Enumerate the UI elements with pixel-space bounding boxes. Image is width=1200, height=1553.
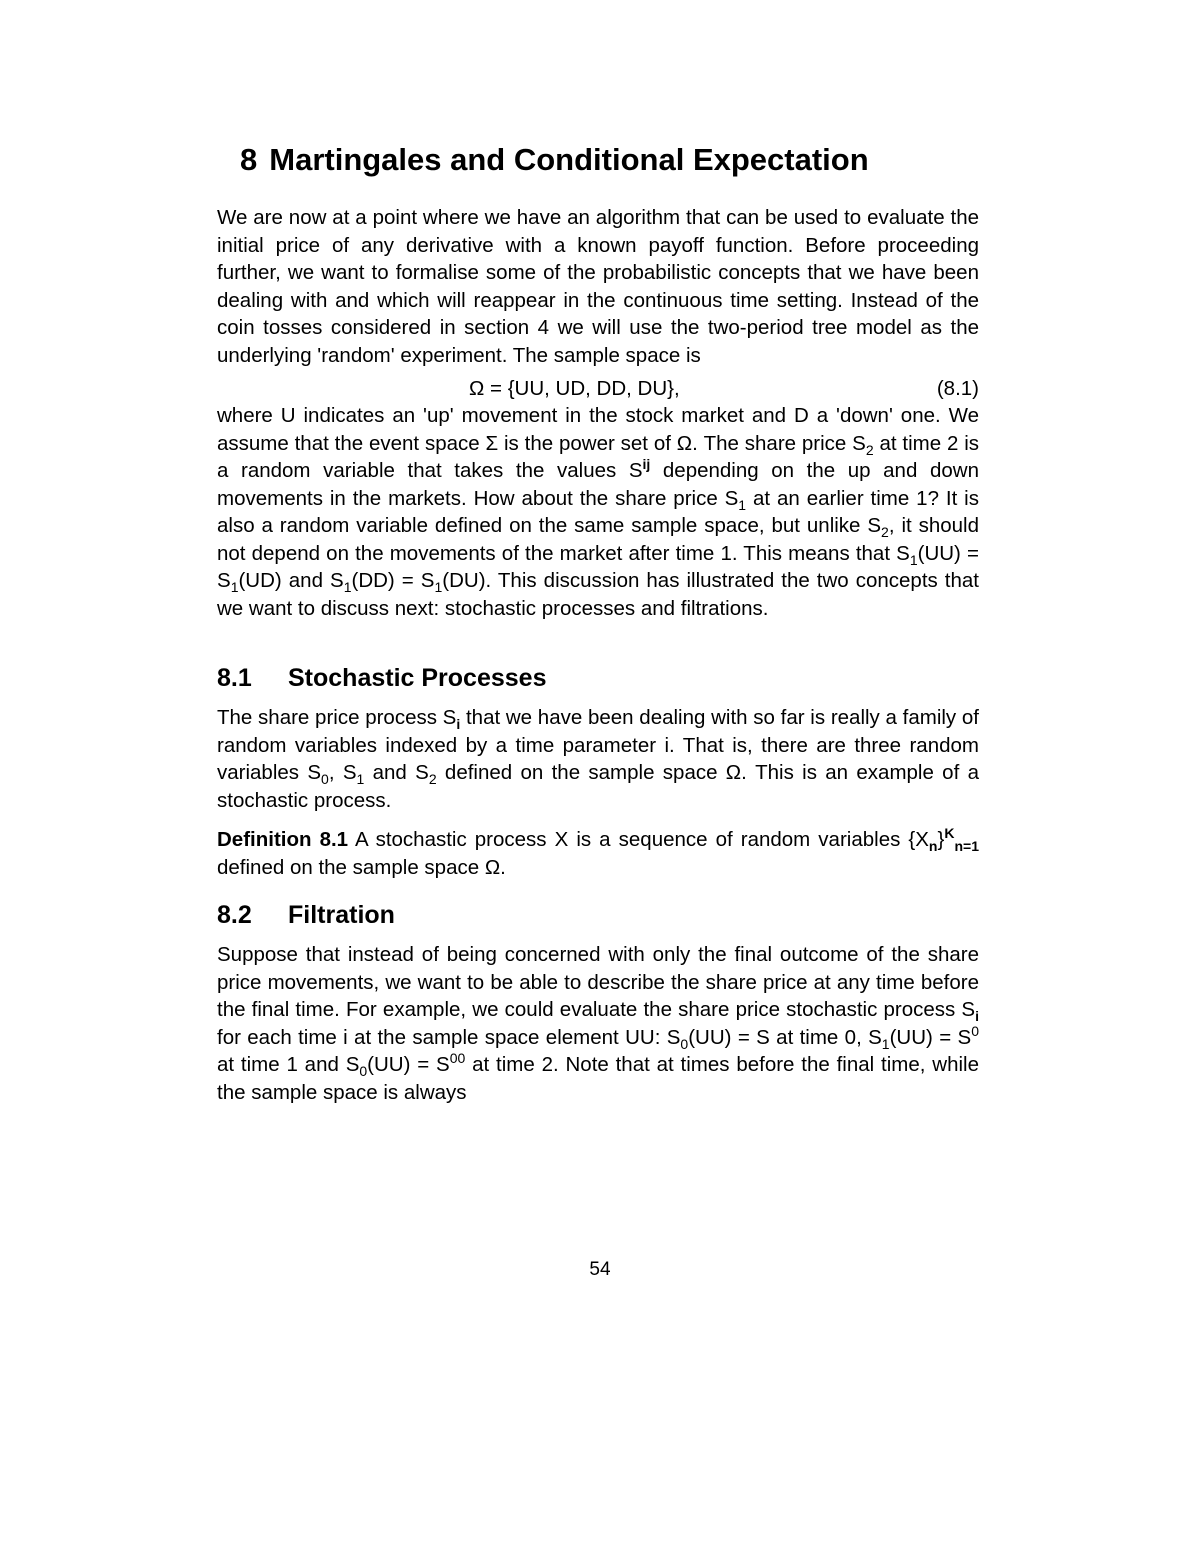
chapter-title: Martingales and Conditional Expectation [269,142,869,177]
section-title: Stochastic Processes [288,664,547,692]
definition-label: Definition 8.1 [217,828,349,851]
section-number: 8.2 [217,901,252,929]
chapter-number: 8 [240,142,258,177]
section-8-2-paragraph: Suppose that instead of being concerned with only the final outcome of the share price movements, we want to be able to describe the share price at any time before the final time. For example, we could evaluate the share price stochastic process $S_i$ for each time i at the sample space element UU: $S_0(UU) = S$ at time 0, $S_1(UU) = S^0$ at time 1 and $S_0(UU) = S^{00}$ at time 2. Note that at times before the final time, while the sample space is always [217,943,979,1104]
intro-paragraph: We are now at a point where we have an algorithm that can be used to evaluate the initial price of any derivative with a known payoff function. Before proceeding further, we want to formalise some of the probabilistic concepts that we have been dealing with and which will reappear in the continuous time setting. Instead of the coin tosses considered in section 4 we will use the two-period tree model as the underlying 'random' experiment. The sample space is [217,206,979,367]
section-8-1-paragraph: The share price process $S_i$ that we have been dealing with so far is really a family of random variables indexed by a time parameter i. That is, there are three random variables $S_0$, $S_1$ and $S_2$ defined on the sample space Ω. This is an example of a stochastic process. [217,706,979,812]
equation-8-1 [217,375,979,402]
equation-body: Ω = {UU, UD, DD, DU}, [469,377,680,400]
definition-8-1: Definition 8.1 A stochastic process X is a sequence of random variables $\{X_n\}^K_{n=1}$ defined on the sample space Ω. [217,825,979,879]
page-body [217,140,979,1106]
continuation-paragraph: where U indicates an 'up' movement in the stock market and D a 'down' one. We assume that the event space Σ is the power set of Ω. The share price $S_2$ at time 2 is a random variable that takes the values $S^{ij}$ depending on the up and down movements in the markets. How about the share price $S_1$ at an earlier time 1? It is also a random variable defined on the same sample space, but unlike $S_2$, it should not depend on the movements of the market after time 1. This means that $S_1(UU) = S_1(UD)$ and $S_1(DD) = S_1(DU)$. This discussion has illustrated the two concepts that we want to discuss next: stochastic processes and filtrations. [217,404,980,620]
section-number: 8.1 [217,664,252,692]
equation-label: (8.1) [936,377,979,400]
page-number: 54 [589,1259,611,1280]
chapter-heading [240,140,979,180]
section-heading-8-2 [217,899,979,931]
section-heading-8-1 [217,662,979,694]
section-title: Filtration [288,901,395,929]
